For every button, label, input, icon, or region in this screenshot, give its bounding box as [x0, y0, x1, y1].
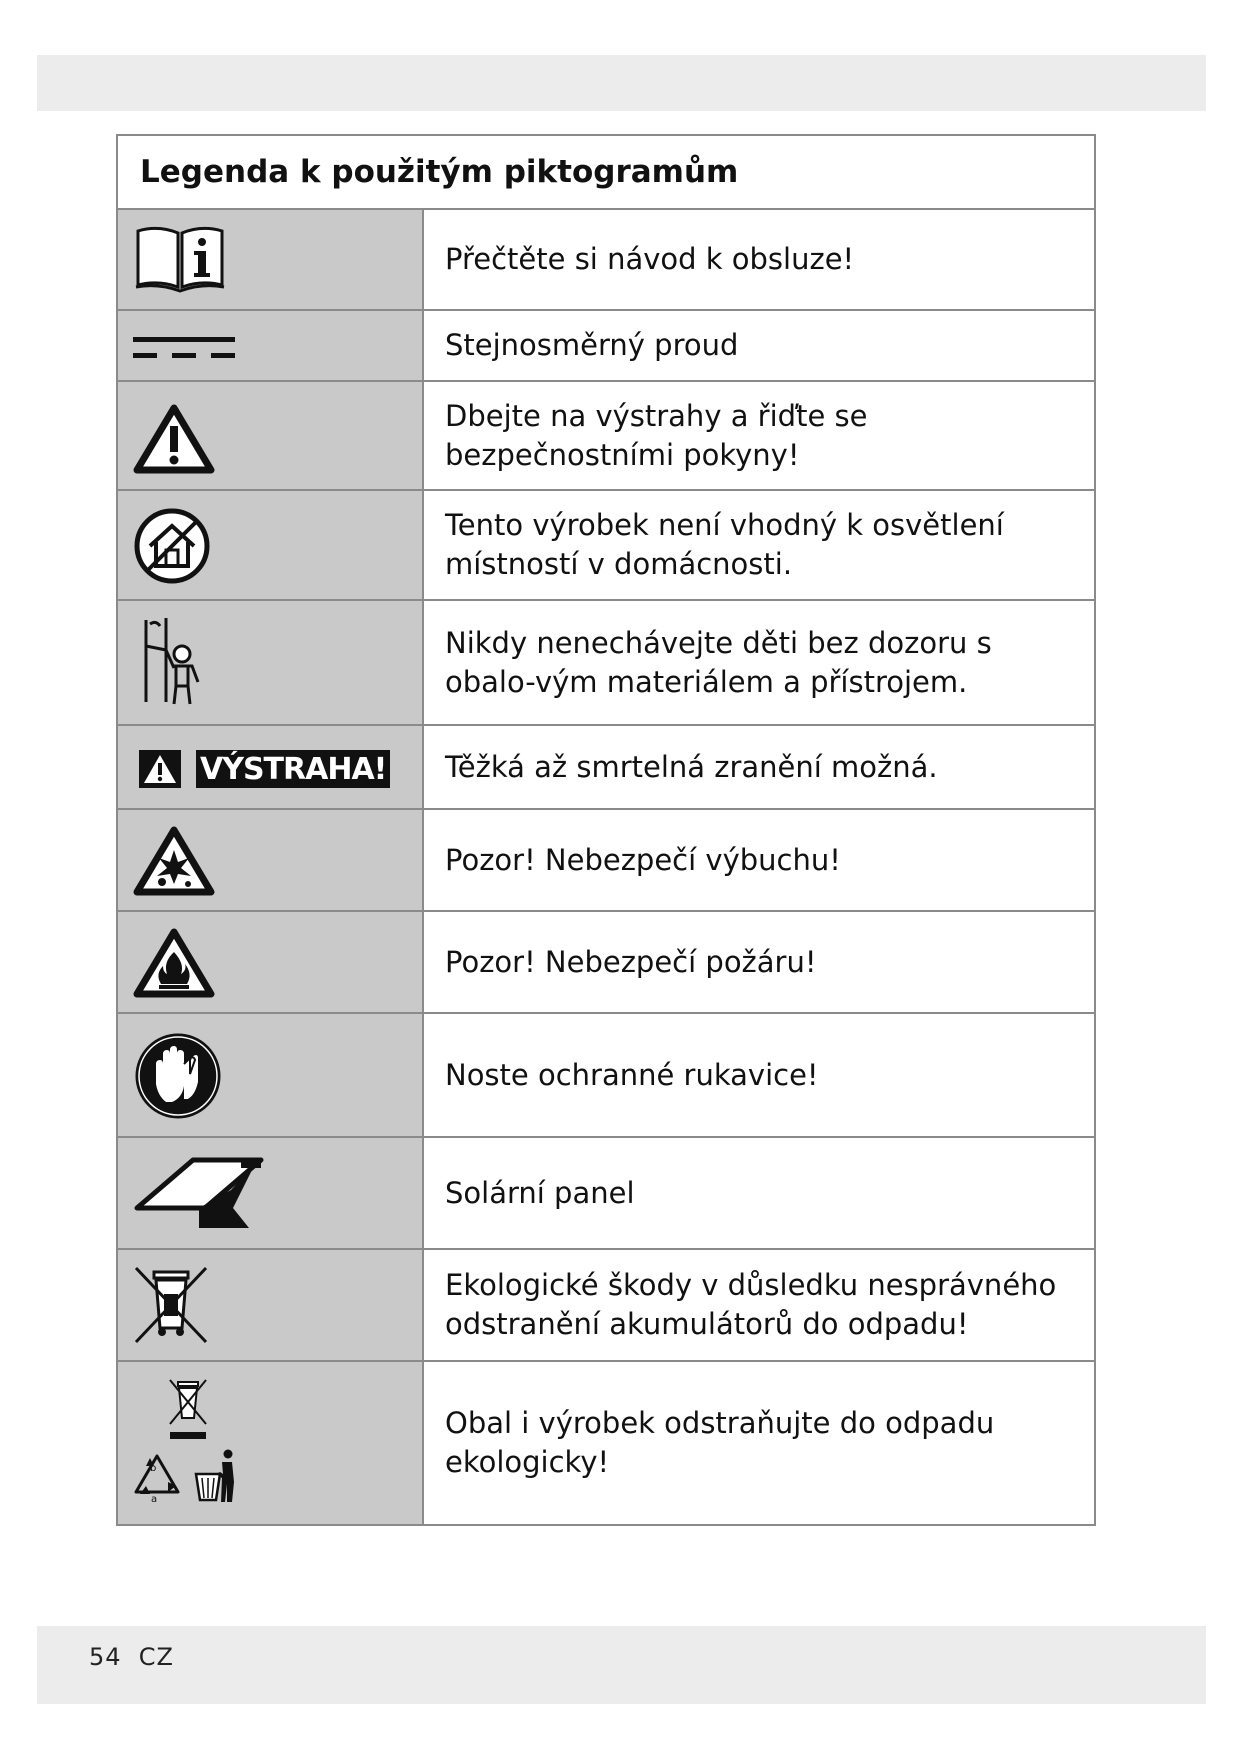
- child-supervision-icon: [138, 616, 210, 708]
- legend-row: [118, 601, 1094, 726]
- legend-row: [118, 1250, 1094, 1362]
- icon-cell: [118, 912, 424, 1012]
- warning-triangle-icon: [133, 404, 215, 474]
- direct-current-icon: [133, 335, 235, 361]
- recycle-mark-b: b: [150, 1463, 157, 1474]
- read-manual-icon: [134, 225, 226, 293]
- icon-cell: [118, 1138, 424, 1248]
- legend-text: Noste ochranné rukavice!: [445, 1057, 819, 1092]
- legend-row: [118, 311, 1094, 382]
- legend-title: Legenda k použitým piktogramům: [118, 136, 1094, 210]
- legend-text: Pozor! Nebezpečí výbuchu!: [445, 842, 841, 877]
- legend-row: [118, 491, 1094, 601]
- legend-row: [118, 726, 1094, 810]
- footer-bar: [37, 1626, 1206, 1704]
- icon-cell: [118, 1014, 424, 1136]
- legend-text: Solární panel: [445, 1175, 635, 1210]
- legend-text: Ekologické škody v důsledku nesprávného odstranění akumulátorů do odpadu!: [445, 1268, 1057, 1341]
- warning-label: VÝSTRAHA!: [196, 750, 390, 788]
- tidyman-bin-icon: [192, 1448, 238, 1504]
- legend-row: [118, 210, 1094, 311]
- solar-panel-icon: [133, 1156, 265, 1232]
- legend-text: Tento výrobek není vhodný k osvětlení místností v domácnosti.: [445, 508, 1004, 581]
- icon-cell: [118, 1362, 424, 1524]
- recycle-mark-a: a: [151, 1494, 158, 1505]
- icon-cell: [118, 491, 424, 599]
- icon-cell: [118, 726, 424, 808]
- pictogram-legend-table: [116, 134, 1096, 1526]
- legend-row: [118, 1138, 1094, 1250]
- fire-hazard-icon: [133, 928, 215, 998]
- icon-cell: [118, 810, 424, 910]
- icon-cell: [118, 601, 424, 724]
- page-number: 54 CZ: [89, 1643, 174, 1671]
- recycling-triangle-icon: [132, 1452, 182, 1500]
- legend-text: Dbejte na výstrahy a řiďte se bezpečnostními pokyny!: [445, 398, 868, 472]
- legend-row: [118, 810, 1094, 912]
- icon-cell: [118, 210, 424, 309]
- legend-text: Pozor! Nebezpečí požáru!: [445, 944, 817, 979]
- battery-disposal-icon: [132, 1264, 210, 1346]
- icon-cell: [118, 382, 424, 489]
- header-bar: [37, 55, 1206, 111]
- protective-gloves-icon: [132, 1030, 224, 1122]
- no-household-lighting-icon: [132, 506, 212, 586]
- legend-text: Obal i výrobek odstraňujte do odpadu ekologicky!: [445, 1406, 995, 1479]
- weee-bin-icon: [166, 1378, 210, 1440]
- legend-text: Nikdy nenechávejte děti bez dozoru s obalo-vým materiálem a přístrojem.: [445, 625, 992, 699]
- legend-text: Stejnosměrný proud: [445, 328, 739, 362]
- legend-row: [118, 382, 1094, 491]
- warning-small-triangle-icon: [139, 750, 181, 788]
- legend-row: [118, 1014, 1094, 1138]
- icon-cell: [118, 1250, 424, 1360]
- legend-row: [118, 912, 1094, 1014]
- legend-row: [118, 1362, 1094, 1524]
- legend-text: Těžká až smrtelná zranění možná.: [445, 749, 938, 784]
- legend-text: Přečtěte si návod k obsluze!: [445, 242, 855, 276]
- icon-cell: [118, 311, 424, 380]
- explosion-hazard-icon: [133, 826, 215, 896]
